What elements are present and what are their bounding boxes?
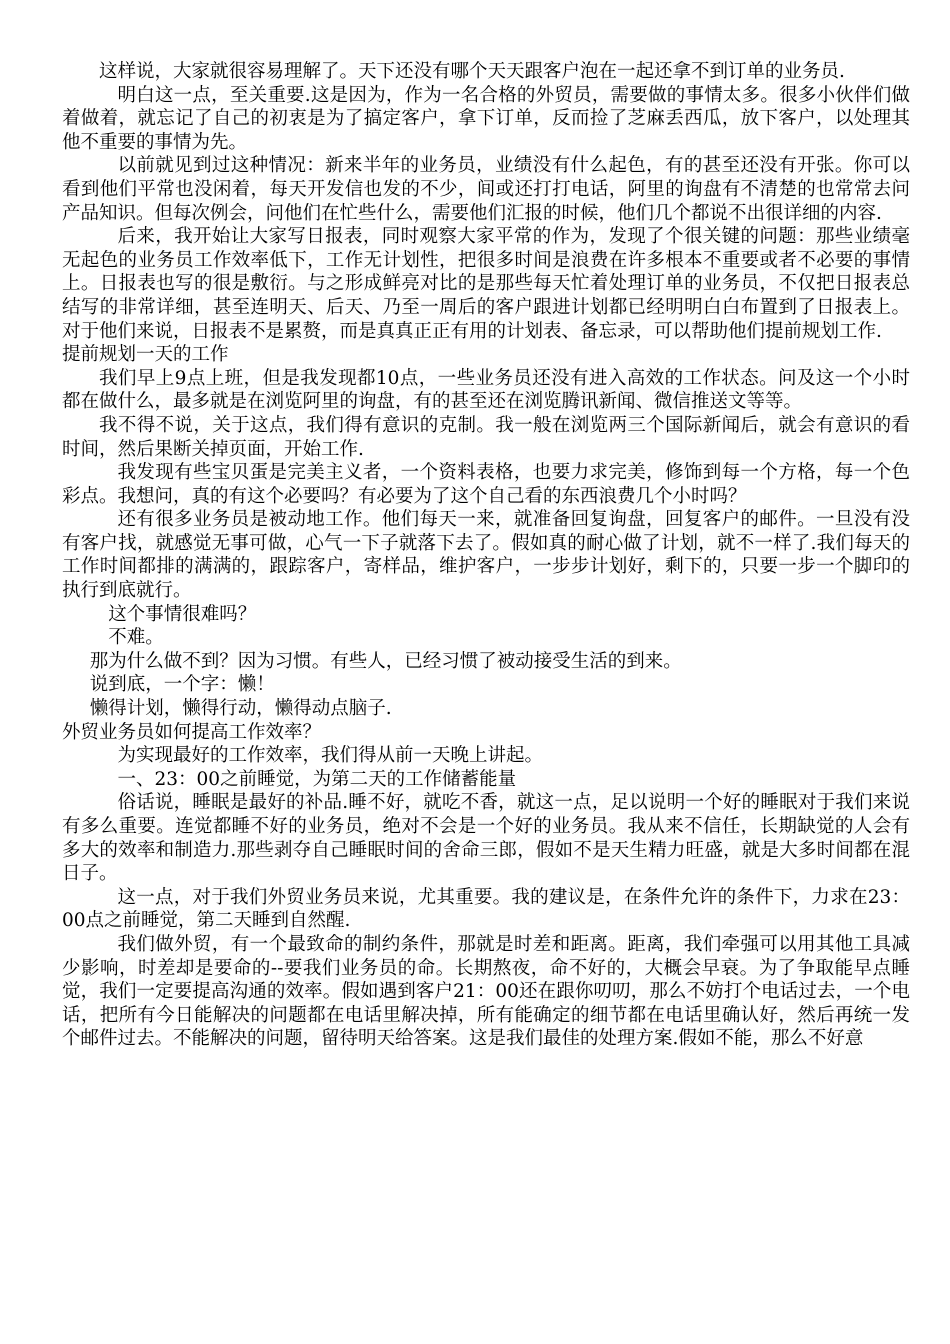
paragraph: 我们早上9点上班，但是我发现都10点，一些业务员还没有进入高效的工作状态。问及这一个小时都在做什么，最多就是在浏览阿里的询盘，有的甚至还在浏览腾讯新闻、微信推送文等等。 — [62, 367, 910, 413]
paragraph: 后来，我开始让大家写日报表，同时观察大家平常的作为，发现了个很关键的问题：那些业绩毫无起色的业务员工作效率低下，工作无计划性，把很多时间是浪费在许多根本不重要或者不必要的事情上。日报表也写的很是敷衍。与之形成鲜亮对比的是那些每天忙着处理订单的业务员，不仅把日报表总结写的非常详细，甚至连明天、后天、乃至一周后的客户跟进计划都已经明明白白布置到了日报表上。对于他们来说，日报表不是累赘，而是真真正正有用的计划表、备忘录，可以帮助他们提前规划工作. — [62, 226, 910, 342]
paragraph: 说到底，一个字：懒！ — [89, 674, 275, 696]
paragraph: 不难。 — [108, 627, 164, 649]
paragraph: 这样说，大家就很容易理解了。天下还没有哪个天天跟客户泡在一起还拿不到订单的业务员. — [99, 61, 845, 82]
paragraph: 我不得不说，关于这点，我们得有意识的克制。我一般在浏览两三个国际新闻后，就会有意识的看时间，然后果断关掉页面，开始工作. — [62, 414, 910, 460]
paragraph: 这一点，对于我们外贸业务员来说，尤其重要。我的建议是，在条件允许的条件下，力求在23：00点之前睡觉，第二天睡到自然醒. — [62, 886, 910, 932]
paragraph: 这个事情很难吗？ — [108, 603, 257, 625]
subheading: 一、23：00之前睡觉，为第二天的工作储蓄能量 — [117, 768, 517, 790]
paragraph: 懒得计划，懒得行动，懒得动点脑子. — [89, 698, 392, 720]
paragraph: 我发现有些宝贝蛋是完美主义者，一个资料表格，也要力求完美，修饰到每一个方格，每一个色彩点。我想问，真的有这个必要吗？有必要为了这个自己看的东西浪费几个小时吗？ — [62, 462, 910, 507]
paragraph: 为实现最好的工作效率，我们得从前一天晚上讲起。 — [117, 745, 544, 767]
paragraph: 俗话说，睡眠是最好的补品.睡不好，就吃不香，就这一点，足以说明一个好的睡眠对于我们来说有多么重要。连觉都睡不好的业务员，绝对不会是一个好的业务员。我从来不信任，长期缺觉的人会有多大的效率和制造力.那些剥夺自己睡眠时间的舍命三郎，假如不是天生精力旺盛，就是大多时间都在混日子。 — [62, 792, 910, 885]
section-heading: 外贸业务员如何提高工作效率？ — [62, 721, 322, 743]
section-heading: 提前规划一天的工作 — [62, 344, 229, 366]
paragraph: 还有很多业务员是被动地工作。他们每天一来，就准备回复询盘，回复客户的邮件。一旦没有没有客户找，就感觉无事可做，心气一下子就落下去了。假如真的耐心做了计划，就不一样了.我们每天的工作时间都排的满满的，跟踪客户，寄样品，维护客户，一步步计划好，剩下的，只要一步一个脚印的执行到底就行。 — [62, 509, 910, 602]
paragraph: 那为什么做不到？因为习惯。有些人，已经习惯了被动接受生活的到来。 — [89, 650, 682, 672]
paragraph: 我们做外贸，有一个最致命的制约条件，那就是时差和距离。距离，我们牵强可以用其他工具减少影响，时差却是要命的--要我们业务员的命。长期熬夜，命不好的，大概会早衰。为了争取能早点睡觉，我们一定要提高沟通的效率。假如遇到客户21：00还在跟你叨叨，那么不妨打个电话过去，一个电话，把所有今日能解决的问题都在电话里解决掉，所有能确定的细节都在电话里确认好，然后再统一发个邮件过去。不能解决的问题，留待明天给答案。这是我们最佳的处理方案.假如不能，那么不好意 — [62, 933, 910, 1050]
paragraph: 明白这一点，至关重要.这是因为，作为一名合格的外贸员，需要做的事情太多。很多小伙伴们做着做着，就忘记了自己的初衷是为了搞定客户，拿下订单，反而捡了芝麻丢西瓜，放下客户，以处理其他不重要的事情为先。 — [62, 84, 910, 153]
paragraph: 以前就见到过这种情况：新来半年的业务员，业绩没有什么起色，有的甚至还没有开张。你可以看到他们平常也没闲着，每天开发信也发的不少，间或还打打电话，阿里的询盘有不清楚的也常常去问产品知识。但每次例会，问他们在忙些什么，需要他们汇报的时候，他们几个都说不出很详细的内容. — [62, 155, 910, 224]
